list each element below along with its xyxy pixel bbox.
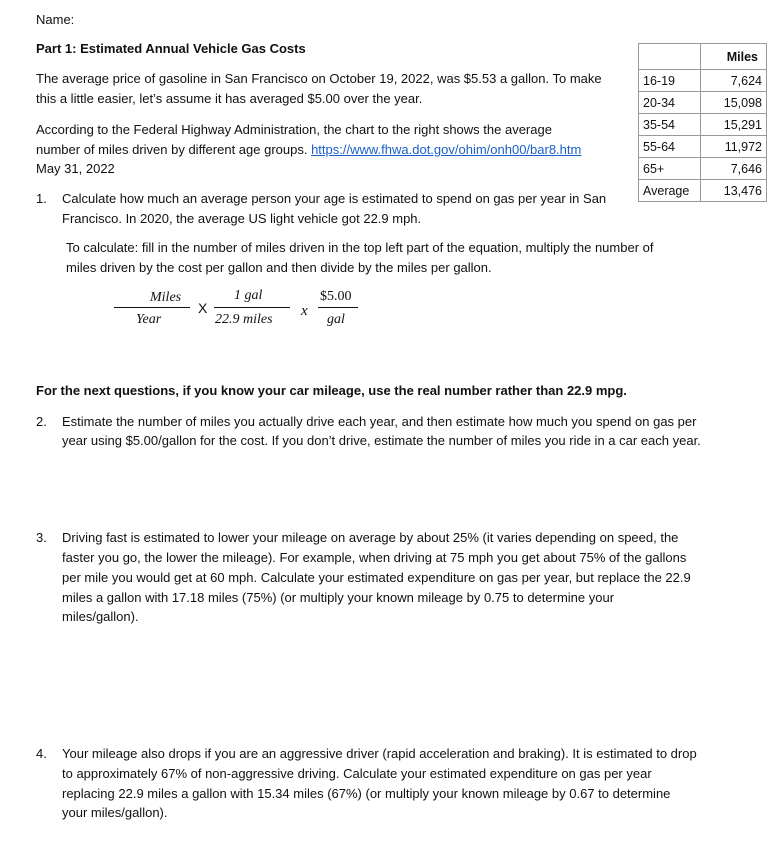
mileage-note: For the next questions, if you know your car mileage, use the real number rather than 22.9 mpg.	[36, 383, 627, 398]
q3-line-5: miles/gallon).	[62, 609, 139, 624]
q4-line-1: Your mileage also drops if you are an aggressive driver (rapid acceleration and braking). It is estimated to drop	[62, 746, 697, 761]
eq-miles-denominator: 22.9 miles	[215, 312, 273, 327]
fhwa-line-1: According to the Federal Highway Administration, the chart to the right shows the average	[36, 122, 552, 137]
q2-number: 2.	[36, 414, 47, 429]
intro-line-1: The average price of gasoline in San Francisco on October 19, 2022, was $5.53 a gallon. To make	[36, 71, 602, 86]
calc-line-1: To calculate: fill in the number of miles driven in the top left part of the equation, multiply the number of	[66, 240, 654, 255]
fhwa-line-2	[36, 141, 581, 159]
table-row	[639, 158, 767, 180]
intro-line-2: this a little easier, let’s assume it has averaged $5.00 over the year.	[36, 91, 423, 106]
fhwa-line-2-text: number of miles driven by different age groups.	[36, 142, 312, 157]
fhwa-line-3: May 31, 2022	[36, 161, 115, 176]
q2-line-1: Estimate the number of miles you actually drive each year, and then estimate how much you spend on gas per	[62, 414, 697, 429]
eq-miles-numerator: Miles	[150, 290, 182, 305]
q3-number: 3.	[36, 530, 47, 545]
table-row	[639, 180, 767, 202]
miles-cell: 11,972	[701, 136, 767, 158]
q3-line-3: per mile you would get at 60 mph. Calculate your estimated expenditure on gas per year, but replace the 22.9	[62, 570, 691, 585]
fraction-bar-2	[214, 307, 290, 308]
q2-line-2: year using $5.00/gallon for the cost. If you don’t drive, estimate the number of miles you ride in a car each year.	[62, 433, 701, 448]
table-header-blank	[639, 44, 701, 70]
eq-gal-numerator: 1 gal	[234, 288, 263, 303]
table-row	[639, 92, 767, 114]
table-header-row	[639, 44, 767, 70]
part1-title: Part 1: Estimated Annual Vehicle Gas Costs	[36, 41, 306, 56]
age-cell: 65+	[639, 158, 701, 180]
calc-line-2: miles driven by the cost per gallon and then divide by the miles per gallon.	[66, 260, 492, 275]
name-label: Name:	[36, 12, 75, 27]
age-cell: 35-54	[639, 114, 701, 136]
age-cell: 16-19	[639, 70, 701, 92]
q4-number: 4.	[36, 746, 47, 761]
table-row	[639, 114, 767, 136]
eq-price-numerator: $5.00	[320, 289, 352, 304]
miles-cell: 15,291	[701, 114, 767, 136]
q3-line-1: Driving fast is estimated to lower your mileage on average by about 25% (it varies depending on speed, the	[62, 530, 679, 545]
miles-cell: 15,098	[701, 92, 767, 114]
q4-line-2: to approximately 67% of non-aggressive driving. Calculate your estimated expenditure on gas per year	[62, 766, 652, 781]
eq-gal-denominator: gal	[327, 312, 345, 327]
q1-number: 1.	[36, 191, 47, 206]
q4-line-4: your miles/gallon).	[62, 805, 168, 820]
table-header-miles: Miles	[701, 44, 767, 70]
age-cell: 20-34	[639, 92, 701, 114]
miles-by-age-table	[638, 43, 767, 202]
q3-line-2: faster you go, the lower the mileage). For example, when driving at 75 mph you get about 75% of the gallons	[62, 550, 687, 565]
miles-cell: 7,624	[701, 70, 767, 92]
eq-year-denominator: Year	[136, 312, 162, 327]
miles-cell: 13,476	[701, 180, 767, 202]
table-row	[639, 70, 767, 92]
age-cell: Average	[639, 180, 701, 202]
q1-line-2: Francisco. In 2020, the average US light vehicle got 22.9 mph.	[62, 211, 422, 226]
q1-line-1: Calculate how much an average person your age is estimated to spend on gas per year in San	[62, 191, 607, 206]
fraction-bar-3	[318, 307, 358, 308]
miles-cell: 7,646	[701, 158, 767, 180]
q4-line-3: replacing 22.9 miles a gallon with 15.34 miles (67%) (or multiply your known mileage by 0.67 to determine	[62, 786, 671, 801]
fraction-bar-1	[114, 307, 190, 308]
table-row	[639, 136, 767, 158]
eq-times-2: x	[301, 303, 308, 319]
age-cell: 55-64	[639, 136, 701, 158]
fhwa-link[interactable]: https://www.fhwa.dot.gov/ohim/onh00/bar8.htm	[311, 142, 582, 157]
eq-times-1: X	[198, 300, 208, 316]
q3-line-4: miles a gallon with 17.18 miles (75%) (or multiply your known mileage by 0.75 to determine your	[62, 590, 615, 605]
